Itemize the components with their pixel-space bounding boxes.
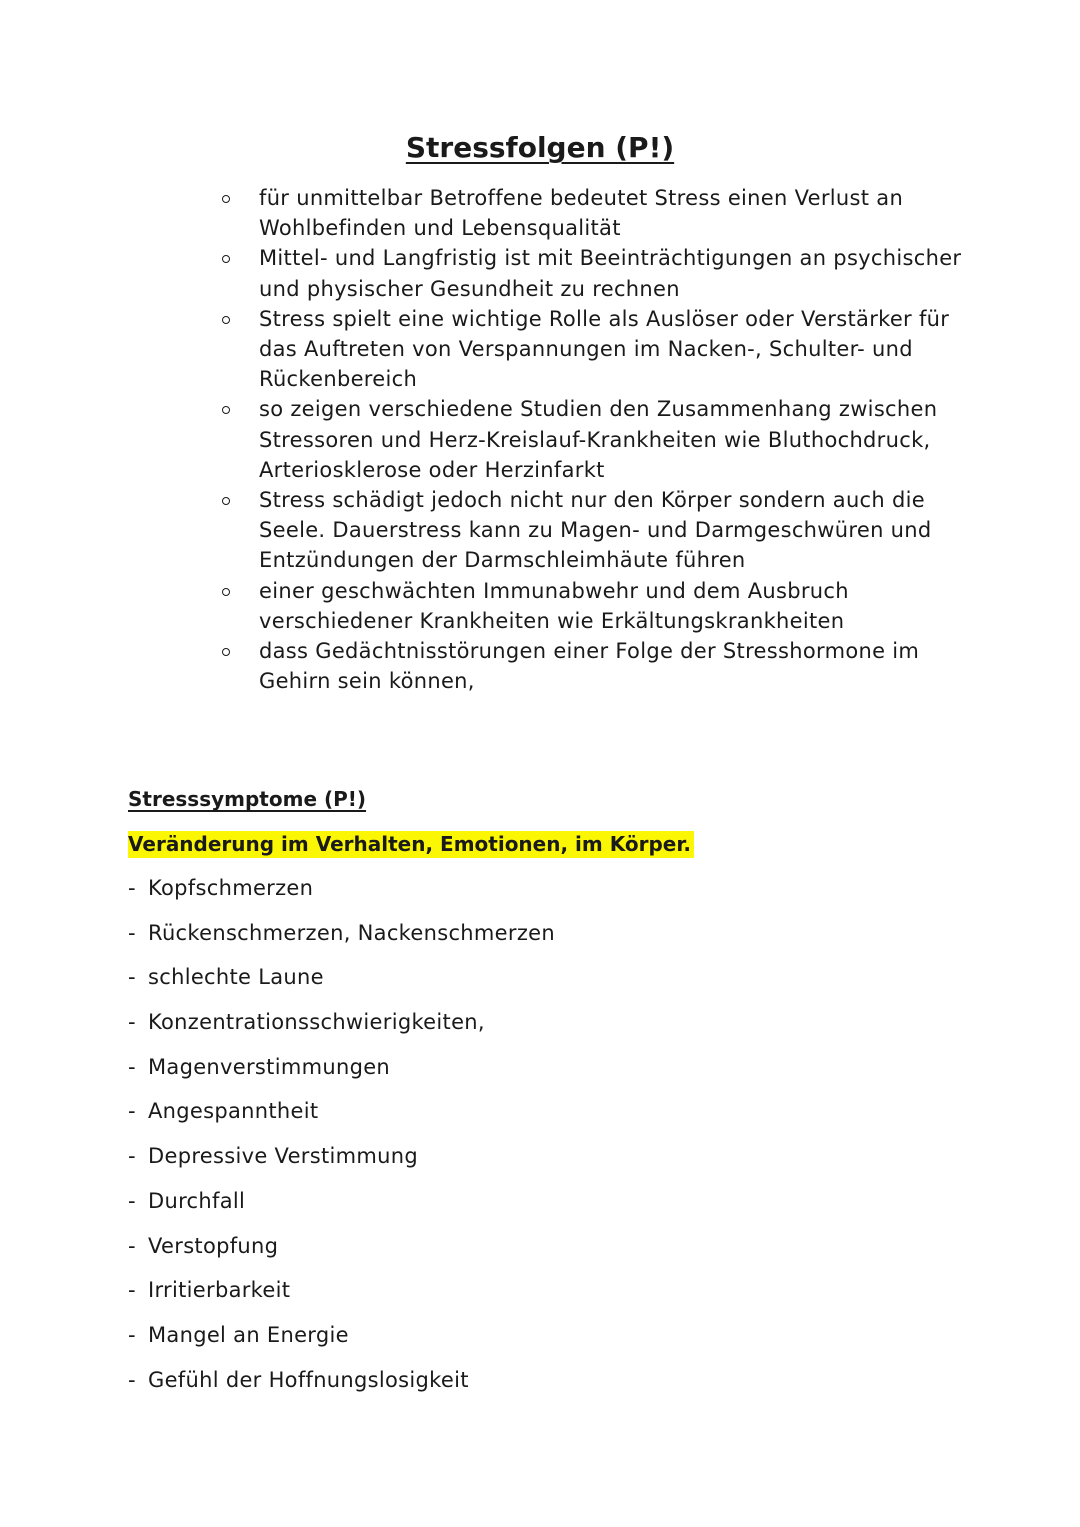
list-item-text: Mittel- und Langfristig ist mit Beeinträchtigungen an psychischer und physischer Gesundheit zu rechnen xyxy=(259,246,962,301)
circle-bullet-icon xyxy=(222,406,230,414)
page-title xyxy=(0,128,1080,168)
list-item-text: für unmittelbar Betroffene bedeutet Stress einen Verlust an Wohlbefinden und Lebensqualität xyxy=(259,186,904,241)
list-item-text: Konzentrationsschwierigkeiten, xyxy=(148,1010,485,1035)
dash-bullet: - xyxy=(128,1278,136,1303)
list-item xyxy=(128,1231,555,1261)
list-item-text: Verstopfung xyxy=(148,1233,279,1258)
list-item xyxy=(128,873,555,903)
list-item-text: schlechte Laune xyxy=(148,965,324,990)
dash-bullet: - xyxy=(128,1099,136,1124)
list-item-text: Gefühl der Hoffnungslosigkeit xyxy=(148,1367,469,1392)
dash-bullet: - xyxy=(128,1322,136,1347)
symptoms-heading: Stresssymptome (P!) xyxy=(128,787,367,811)
list-item xyxy=(128,962,555,992)
dash-bullet: - xyxy=(128,1054,136,1079)
list-item-text: dass Gedächtnisstörungen einer Folge der Stresshormone im Gehirn sein können, xyxy=(259,639,920,694)
list-item xyxy=(128,1275,555,1305)
list-item xyxy=(222,485,962,576)
list-item xyxy=(222,183,962,243)
list-item-text: Mangel an Energie xyxy=(148,1322,349,1347)
dash-bullet: - xyxy=(128,1144,136,1169)
list-item-text: Stress schädigt jedoch nicht nur den Körper sondern auch die Seele. Dauerstress kann zu Magen- und Darmgeschwüren und Entzündungen der Darmschleimhäute führen xyxy=(259,488,932,573)
list-item xyxy=(222,576,962,636)
dash-bullet: - xyxy=(128,1367,136,1392)
circle-bullet-icon xyxy=(222,255,230,263)
list-item xyxy=(128,1096,555,1126)
list-item xyxy=(128,1007,555,1037)
stress-effects-list xyxy=(222,183,962,696)
list-item xyxy=(128,1186,555,1216)
dash-bullet: - xyxy=(128,876,136,900)
list-item xyxy=(222,304,962,395)
list-item-text: Kopfschmerzen xyxy=(148,876,314,900)
dash-bullet: - xyxy=(128,1233,136,1258)
list-item xyxy=(128,1141,555,1171)
list-item-text: Angespanntheit xyxy=(148,1099,319,1124)
list-item xyxy=(222,636,962,696)
circle-bullet-icon xyxy=(222,588,230,596)
circle-bullet-icon xyxy=(222,195,230,203)
circle-bullet-icon xyxy=(222,316,230,324)
list-item xyxy=(128,1052,555,1082)
list-item xyxy=(128,1365,555,1395)
list-item-text: Depressive Verstimmung xyxy=(148,1144,419,1169)
list-item-text: so zeigen verschiedene Studien den Zusammenhang zwischen Stressoren und Herz-Kreislauf-Krankheiten wie Bluthochdruck, Arteriosklerose oder Herzinfarkt xyxy=(259,397,938,482)
highlighted-text: Veränderung im Verhalten, Emotionen, im Körper. xyxy=(128,831,694,858)
dash-bullet: - xyxy=(128,920,136,945)
dash-bullet: - xyxy=(128,965,136,990)
list-item xyxy=(222,243,962,303)
list-item-text: Irritierbarkeit xyxy=(148,1278,291,1303)
page-title-text: Stressfolgen (P!) xyxy=(405,131,675,164)
symptoms-highlight xyxy=(128,829,694,859)
circle-bullet-icon xyxy=(222,648,230,656)
list-item xyxy=(128,918,555,948)
list-item-text: Stress spielt eine wichtige Rolle als Auslöser oder Verstärker für das Auftreten von Verspannungen im Nacken-, Schulter- und Rückenbereich xyxy=(259,306,950,392)
list-item-text: Rückenschmerzen, Nackenschmerzen xyxy=(148,920,555,945)
dash-bullet: - xyxy=(128,1188,136,1213)
circle-bullet-icon xyxy=(222,497,230,505)
dash-bullet: - xyxy=(128,1010,136,1035)
list-item xyxy=(128,1320,555,1350)
list-item-text: Durchfall xyxy=(148,1188,246,1213)
list-item-text: Magenverstimmungen xyxy=(148,1054,391,1079)
list-item xyxy=(222,394,962,485)
list-item-text: einer geschwächten Immunabwehr und dem Ausbruch verschiedener Krankheiten wie Erkältungskrankheiten xyxy=(259,578,849,633)
symptoms-list xyxy=(128,873,555,1409)
